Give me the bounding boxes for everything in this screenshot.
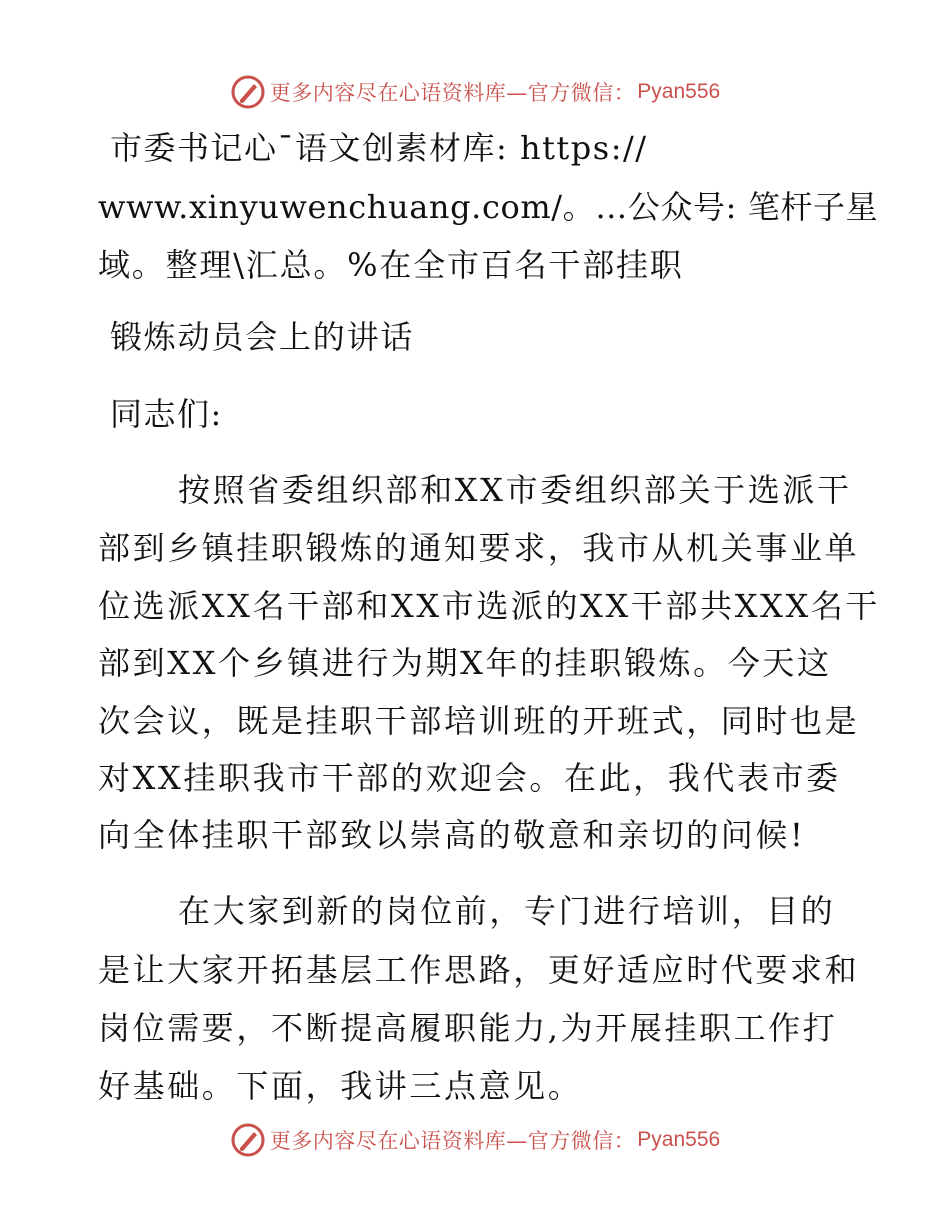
paragraph-1-line-3: 位选派XX名干部和XX市选派的XX干部共XXX名干: [98, 587, 881, 625]
header-line-1: 市委书记心¯语文创素材库: https://: [110, 129, 648, 167]
paragraph-1-line-4: 部到XX个乡镇进行为期X年的挂职锻炼。今天这: [98, 644, 832, 682]
paragraph-1-line-5: 次会议，既是挂职干部培训班的开班式，同时也是: [98, 702, 860, 740]
header-line-3: 域。整理\汇总。%在全市百名干部挂职: [98, 246, 684, 284]
header-line-2: www.xinyuwenchuang.com/。…公众号: 笔杆子星: [98, 188, 879, 226]
banner-wechat-id: Pyan556: [637, 1128, 721, 1151]
paragraph-2-line-4: 好基础。下面，我讲三点意见。: [98, 1067, 583, 1105]
paragraph-2-line-1: 在大家到新的岗位前，专门进行培训，目的: [178, 892, 836, 930]
brand-logo-icon: [230, 1122, 266, 1158]
paragraph-1-line-6: 对XX挂职我市干部的欢迎会。在此，我代表市委: [98, 759, 841, 797]
title-line-2: 锻炼动员会上的讲话: [110, 318, 415, 356]
paragraph-2-line-3: 岗位需要，不断提高履职能力,为开展挂职工作打: [98, 1009, 838, 1047]
paragraph-1-line-1: 按照省委组织部和XX市委组织部关于选派干: [178, 471, 852, 509]
paragraph-2-line-2: 是让大家开拓基层工作思路，更好适应时代要求和: [98, 951, 860, 989]
banner-text: 更多内容尽在心语资料库—官方微信：: [269, 81, 636, 105]
paragraph-1-line-2: 部到乡镇挂职锻炼的通知要求，我市从机关事业单: [98, 529, 860, 567]
paragraph-1-line-7: 向全体挂职干部致以崇高的敬意和亲切的问候!: [98, 816, 806, 854]
brand-logo-icon: [230, 74, 266, 110]
salutation: 同志们:: [110, 395, 223, 433]
header-banner: [0, 72, 950, 112]
footer-banner: [0, 1120, 950, 1160]
banner-wechat-id: Pyan556: [637, 80, 721, 103]
banner-text: 更多内容尽在心语资料库—官方微信：: [269, 1129, 636, 1153]
